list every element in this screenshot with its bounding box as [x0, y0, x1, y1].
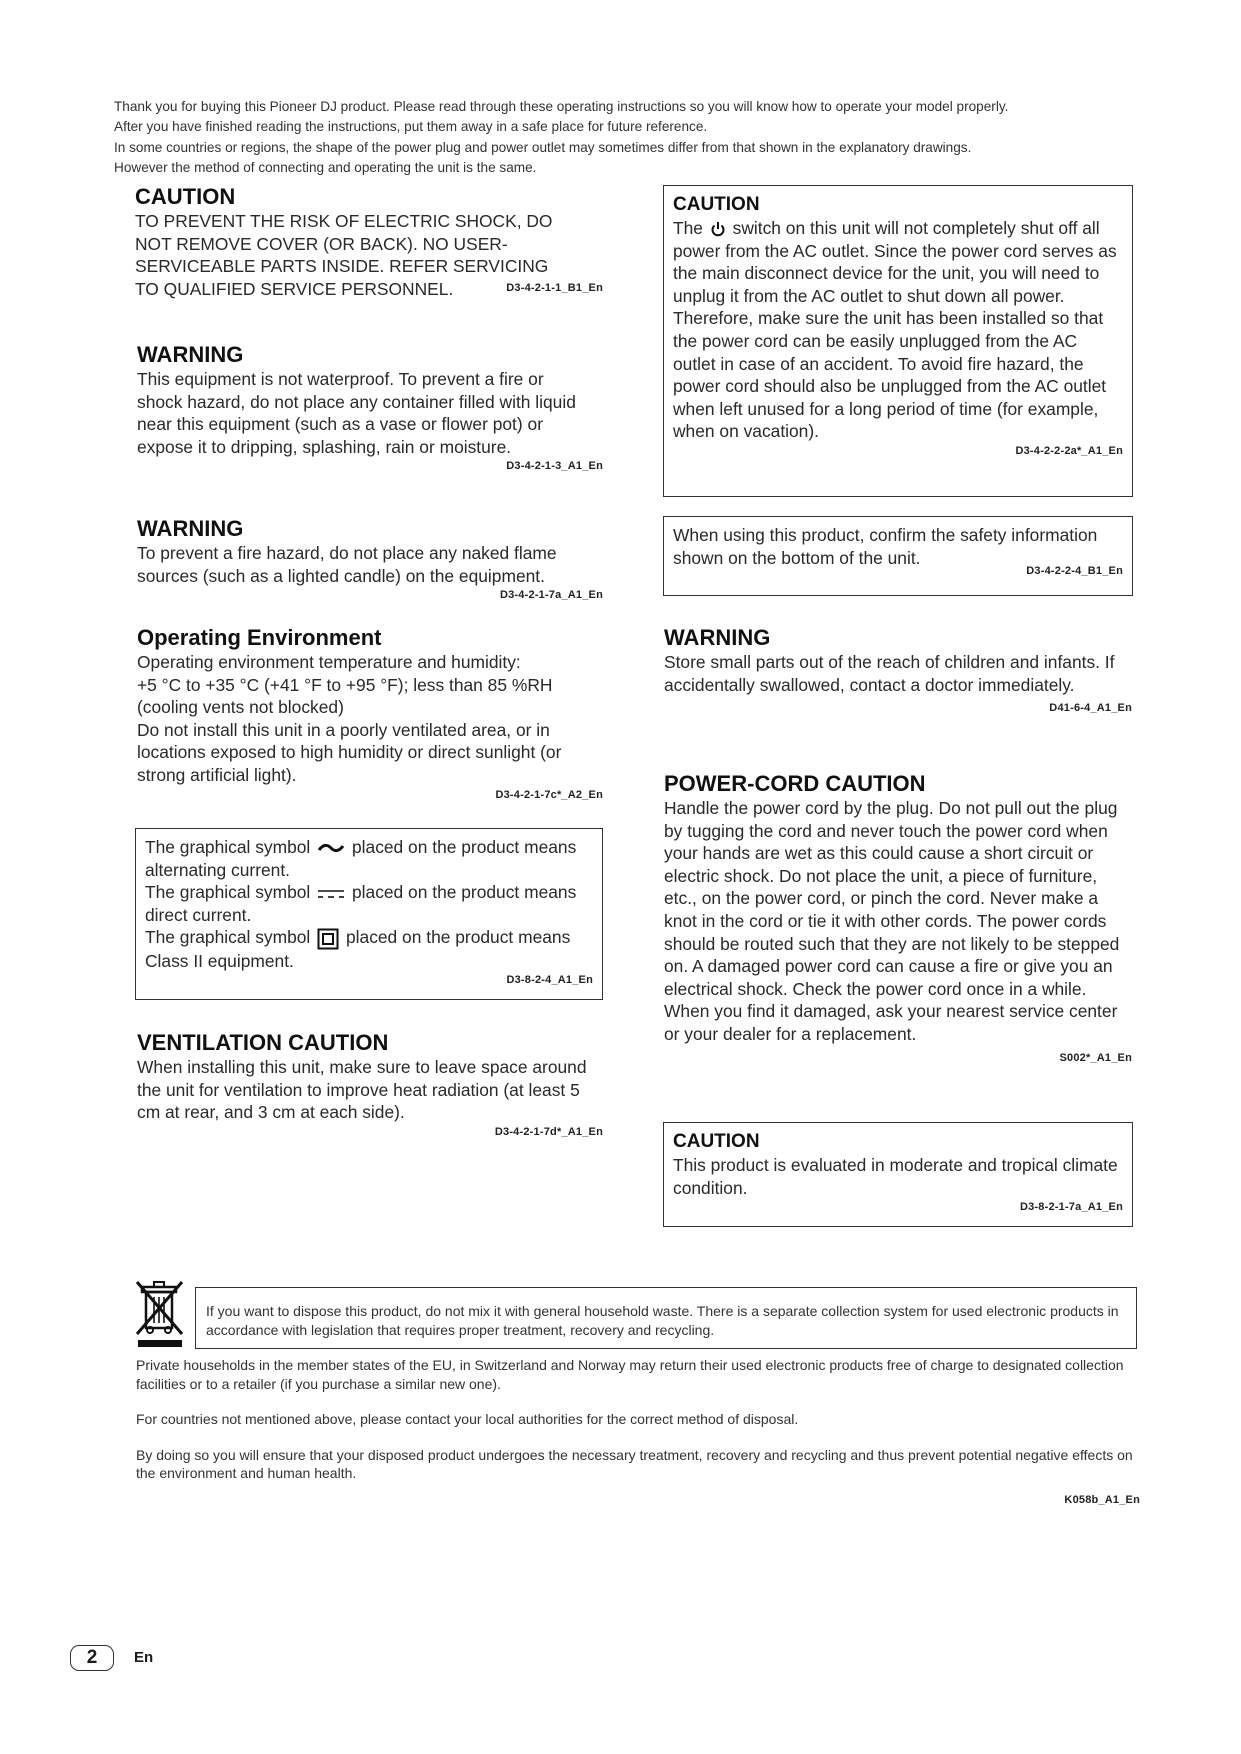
page-number: 2: [70, 1645, 114, 1671]
operating-code: D3-4-2-1-7c*_A2_En: [495, 788, 603, 801]
disposal-para-2: For countries not mentioned above, please contact your local authorities for the correct method of disposal.: [136, 1411, 799, 1427]
warning-water-heading: WARNING: [137, 342, 244, 367]
disposal-code: K058b_A1_En: [1064, 1493, 1140, 1506]
disposal-box-text: If you want to dispose this product, do not mix it with general household waste. There is a separate collection system for used electronic products in accordance with legislation that requires proper treatment, recovery and recycling.: [206, 1303, 1119, 1338]
warning-flame-text: To prevent a fire hazard, do not place any naked flame sources (such as a lighted candle) on the equipment.: [137, 543, 557, 586]
intro-line-3: In some countries or regions, the shape of the power plug and power outlet may sometimes differ from that shown in the explanatory drawings.: [114, 139, 972, 155]
disposal-box: [195, 1287, 1137, 1349]
operating-line-3: Do not install this unit in a poorly ventilated area, or in locations exposed to high humidity or direct sunlight (or strong artificial light).: [137, 719, 562, 785]
warning-flame-code: D3-4-2-1-7a_A1_En: [499, 589, 603, 602]
symbols-code: D3-8-2-4_A1_En: [506, 974, 593, 987]
safety-info-box: [663, 516, 1133, 596]
warning-water-code: D3-4-2-1-3_A1_En: [506, 460, 603, 473]
symbols-box: [135, 828, 603, 1000]
weee-crossed-bin-icon: [134, 1278, 186, 1348]
disposal-para-3: By doing so you will ensure that your disposed product undergoes the necessary treatment, recovery and recycling and thus prevent potential negative effects on the environment and human health.: [136, 1446, 1133, 1481]
operating-line-2: +5 °C to +35 °C (+41 °F to +95 °F); less than 85 %RH (cooling vents not blocked): [137, 674, 553, 718]
caution-climate-code: D3-8-2-1-7a_A1_En: [1019, 1201, 1123, 1214]
class2-post: placed on the product means Class II equipment.: [145, 927, 571, 971]
disposal-para-1: Private households in the member states of the EU, in Switzerland and Norway may return their used electronic products free of charge to designated collection facilities or to a retailer (if you purchase a similar new one).: [136, 1357, 1124, 1392]
intro-line-4: However the method of connecting and operating the unit is the same.: [114, 159, 537, 175]
safety-info-text: When using this product, confirm the safety information shown on the bottom of the unit.: [673, 525, 1098, 568]
disposal-paragraphs: [136, 1356, 1140, 1509]
warning-small-parts-section: [664, 625, 1132, 714]
intro-text: [114, 97, 1144, 178]
caution-text: TO PREVENT THE RISK OF ELECTRIC SHOCK, DO NOT REMOVE COVER (OR BACK). NO USER-SERVICEABLE PARTS INSIDE. REFER SERVICING TO QUALIFIED SERVICE PERSONNEL.: [135, 211, 553, 299]
power-cord-text: Handle the power cord by the plug. Do not pull out the plug by tugging the cord and never touch the power cord when your hands are wet as this could cause a short circuit or electric shock. Do not place the unit, a piece of furniture, etc., on the power cord, or pinch the cord. Never make a knot in the cord or tie it with other cords. The power cords should be routed such that they are not likely to be stepped on. A damaged power cord can cause a fire or give you an electrical shock. Check the power cord once in a while. When you find it damaged, ask your nearest service center or your dealer for a replacement.: [664, 798, 1120, 1044]
power-cord-code: S002*_A1_En: [1059, 1051, 1132, 1064]
ac-wave-icon: [317, 841, 345, 855]
class2-pre: The graphical symbol: [145, 927, 311, 948]
caution-power-post: switch on this unit will not completely shut off all power from the AC outlet. Since the power cord serves as the main disconnect device for the unit, you will need to unplug it from the AC outlet to shut down all power. Therefore, make sure the unit has been installed so that the power cord can be easily unplugged from the AC outlet in case of an accident. To avoid fire hazard, the power cord should also be unplugged from the AC outlet when left unused for a long period of time (for example, when on vacation).: [673, 218, 1117, 442]
caution-power-heading: CAUTION: [673, 194, 760, 215]
caution-power-body: [673, 217, 1123, 443]
warning-flame-section: [137, 516, 603, 601]
power-cord-section: [664, 771, 1132, 1064]
operating-body: [137, 651, 603, 787]
dc-icon: [317, 887, 345, 901]
intro-line-2: After you have finished reading the instructions, put them away in a safe place for future reference.: [114, 119, 708, 135]
class2-symbol-line: [145, 926, 593, 972]
warning-small-code: D41-6-4_A1_En: [1049, 702, 1132, 715]
ventilation-section: [137, 1030, 603, 1138]
caution-climate-text: This product is evaluated in moderate and tropical climate condition.: [673, 1155, 1118, 1198]
caution-climate-heading: CAUTION: [673, 1131, 760, 1152]
caution-power-box: [663, 185, 1133, 497]
ac-post: placed on the product means alternating current.: [145, 837, 577, 880]
warning-small-text: Store small parts out of the reach of children and infants. If accidentally swallowed, contact a doctor immediately.: [664, 652, 1115, 695]
page-language: En: [134, 1649, 154, 1666]
ventilation-heading: VENTILATION CAUTION: [137, 1030, 389, 1055]
caution-section: [135, 184, 603, 299]
ventilation-code: D3-4-2-1-7d*_A1_En: [494, 1125, 603, 1138]
ac-symbol-line: [145, 836, 593, 881]
safety-info-code: D3-4-2-2-4_B1_En: [1026, 565, 1123, 578]
power-icon: [710, 221, 726, 237]
caution-power-code: D3-4-2-2-2a*_A1_En: [1015, 444, 1123, 457]
warning-small-heading: WARNING: [664, 625, 771, 650]
caution-code: D3-4-2-1-1_B1_En: [506, 282, 603, 295]
dc-symbol-line: [145, 881, 593, 926]
caution-climate-box: [663, 1122, 1133, 1227]
ventilation-text: When installing this unit, make sure to leave space around the unit for ventilation to improve heat radiation (at least 5 cm at rear, and 3 cm at each side).: [137, 1057, 587, 1123]
warning-water-text: This equipment is not waterproof. To prevent a fire or shock hazard, do not place any container filled with liquid near this equipment (such as a vase or flower pot) or expose it to dripping, splashing, rain or moisture.: [137, 369, 576, 457]
symbols-body: [145, 836, 593, 972]
power-cord-heading: POWER-CORD CAUTION: [664, 771, 926, 796]
class-ii-icon: [317, 928, 339, 950]
operating-line-1: Operating environment temperature and humidity:: [137, 652, 521, 672]
ac-pre: The graphical symbol: [145, 837, 311, 857]
operating-environment-section: [137, 625, 603, 801]
caution-heading: CAUTION: [135, 184, 236, 209]
dc-post: placed on the product means direct current.: [145, 882, 577, 925]
caution-power-pre: The: [673, 218, 703, 238]
warning-flame-heading: WARNING: [137, 516, 244, 541]
dc-pre: The graphical symbol: [145, 882, 311, 903]
warning-water-section: [137, 342, 603, 472]
intro-line-1: Thank you for buying this Pioneer DJ product. Please read through these operating instructions so you will know how to operate your model properly.: [114, 99, 1009, 114]
operating-heading: Operating Environment: [137, 625, 382, 650]
